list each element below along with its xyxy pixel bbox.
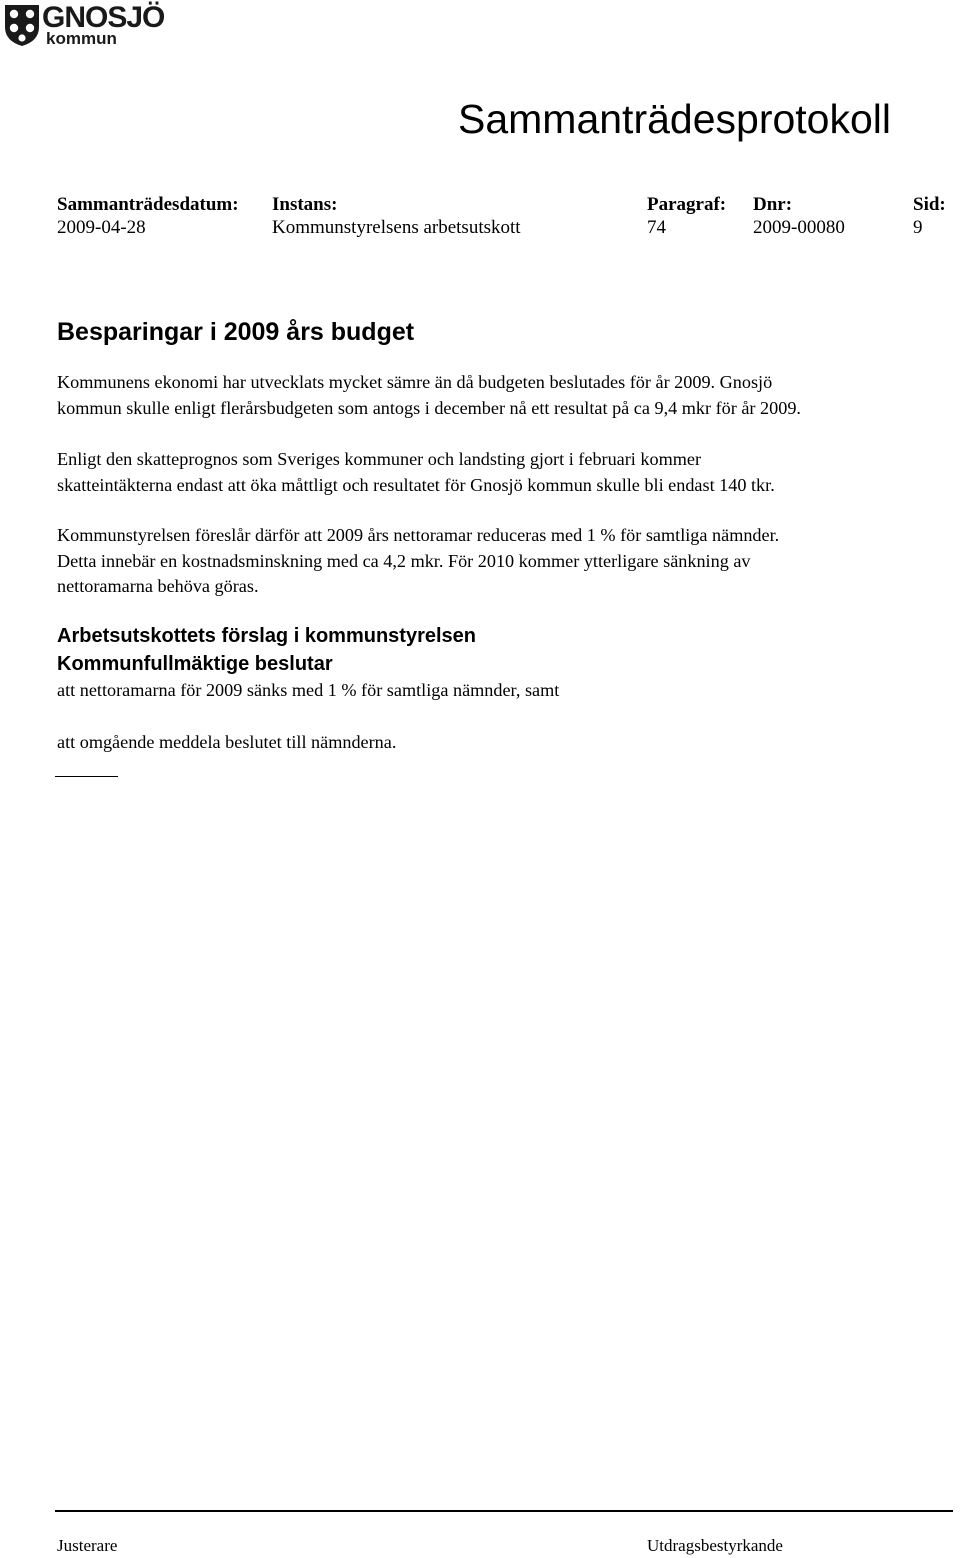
paragraph-line: skatteintäkterna endast att öka måttligt och resultatet för Gnosjö kommun skulle bli endast 140 tkr. [57,474,775,495]
paragraph-line: Kommunens ekonomi har utvecklats mycket sämre än då budgeten beslutades för år 2009. Gnosjö [57,372,773,392]
end-rule [55,776,118,777]
footer-rule [55,1510,953,1512]
logo-wordmark: GNOSJÖ [42,1,165,34]
logo-subtitle: kommun [46,29,117,48]
paragraph-line: nettoramarna behöva göras. [57,576,259,597]
municipality-logo [0,0,175,50]
paragraph-tax-forecast [57,447,952,498]
paragraph-economy [57,370,952,421]
decision-item-2 [57,730,952,756]
document-title: Sammanträdesprotokoll [458,96,891,142]
meta-date-value: 2009-04-28 [57,217,146,238]
proposal-heading: Arbetsutskottets förslag i kommunstyrelsen [57,625,476,647]
section-heading: Besparingar i 2009 års budget [57,318,415,346]
footer-utdragsbestyrkande: Utdragsbestyrkande [647,1536,783,1555]
decision-item-1 [57,678,952,704]
meta-dnr-value: 2009-00080 [753,217,845,238]
meta-date-label: Sammanträdesdatum: [57,194,239,215]
meta-paragraf-label: Paragraf: [647,194,727,215]
meta-instans-label: Instans: [272,194,338,215]
meta-sid-label: Sid: [913,194,946,215]
decision-heading: Kommunfullmäktige beslutar [57,653,333,675]
footer-justerare: Justerare [57,1536,118,1555]
decision-text: att omgående meddela beslutet till nämnderna. [57,732,397,752]
meta-dnr-label: Dnr: [753,194,793,215]
decision-text: att nettoramarna för 2009 sänks med 1 % för samtliga nämnder, samt [57,680,560,700]
paragraph-line: Enligt den skatteprognos som Sveriges kommuner och landsting gjort i februari kommer [57,449,702,469]
paragraph-proposal [57,523,952,600]
meta-paragraf-value: 74 [647,217,666,238]
paragraph-line: Kommunstyrelsen föreslår därför att 2009 års nettoramar reduceras med 1 % för samtliga nämnder. [57,525,780,545]
paragraph-line: kommun skulle enligt flerårsbudgeten som antogs i december nå ett resultat på ca 9,4 mkr för år 2009. [57,397,801,418]
paragraph-line: Detta innebär en kostnadsminskning med ca 4,2 mkr. För 2010 kommer ytterligare sänkning av [57,550,751,571]
municipal-crest-icon [2,3,42,47]
meta-instans-value: Kommunstyrelsens arbetsutskott [272,217,521,238]
meta-sid-value: 9 [913,217,923,238]
